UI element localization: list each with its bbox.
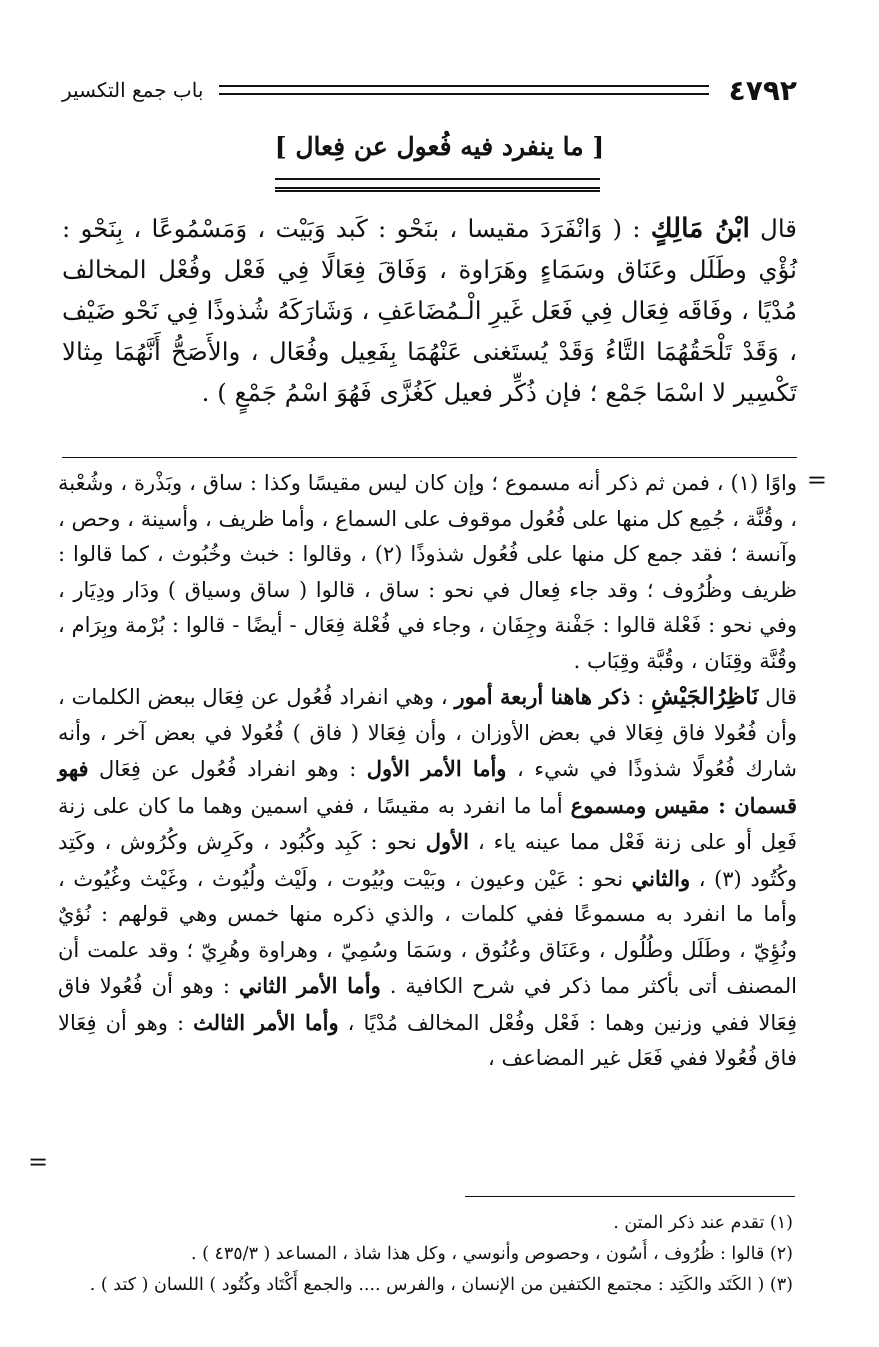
continuation-mark: =	[806, 466, 827, 494]
sharh-text	[58, 466, 797, 1077]
p2-bold-1: ذكر هاهنا أربعة أمور	[454, 684, 631, 709]
p2-bold-4: الأول	[425, 829, 469, 854]
sharh-author-name: نَاظِرُالجَيْشِ	[651, 684, 759, 710]
matn-separator-rule	[62, 457, 797, 458]
footnote-1: (١) تقدم عند ذكر المتن .	[613, 1213, 793, 1233]
footnotes	[62, 1208, 793, 1301]
p2-bold-6: وأما الأمر الثاني	[238, 973, 381, 998]
p2-text-5: نحو : عَيْن وعيون ، وبَيْت وبُيُوت ، ولَيْث ولُيُوث ، وغَيْث وغُيُوث ، وأما ما انفرد به مسموعًا ففي كلمات ، والذي ذكره منها خمس وهي قولهم : نُؤيٌ ونُؤِيّ ، وطَلَل وطُلُول ، وعَنَاق وعُنُوق ، وسَمَا وسُمِيّ ، وهراوة وهُرِيّ ؛ وقد علمت أن المصنف أتى بأكثر مما ذكر في شرح الكافية .	[58, 866, 797, 998]
p2-text-4: نحو : كَبِد وكُبُود ، وكَرِش وكُرُوش ، وكَتِد وكُتُود (٣) ،	[58, 830, 797, 891]
p2-text-1: ، وهي انفراد فُعُول عن فِعَال ببعض الكلمات ، وأن فُعُولا فاق فِعَالا في بعض الأوزان ، وأن فِعَالا ( فاق ) فُعُولا في بعض آخر ، وأنه شارك فُعُولًا شذوذًا في شيء ،	[58, 685, 798, 781]
p2-bold-3: فهو قسمان : مقيس ومسموع	[58, 756, 797, 818]
matn-intro: قال	[749, 214, 797, 243]
p2-intro: قال	[758, 685, 797, 709]
sharh-paragraph-1: واوًا (١) ، فمن ثم ذكر أنه مسموع ؛ وإن كان ليس مقيسًا وكذا : ساق ، وبَذْرة ، وشُعْبة ، وقُنَّة ، جُمِع كل منها على فُعُول موقوف على السماع ، وأما ظريف ، وأسينة ، وحص ، وآنسة ؛ فقد جمع كل منها على فُعُول شذوذًا (٢) ، وقالوا : خبث وخُبُوث ، كما قالوا : ظريف وظُرُوف ؛ وقد جاء فِعال في نحو : ساق ، قالوا ( ساق وسياق ) ودَار ودِيَار ، وفي نحو : فَعْلة قالوا : جَفْنة وجِفَان ، وجاء في فُعْلة فِعَال - أيضًا - قالوا : بُرْمة وبِرَام ، وقُنَّة وقِنَان ، وقُبَّة وقِبَاب .	[58, 471, 797, 673]
author-name: ابْنُ مَالِكٍ	[650, 213, 750, 244]
p2-text-2: : وهو انفراد فُعُول عن فِعَال	[88, 757, 367, 781]
p2-colon: :	[630, 685, 652, 709]
p2-text-3: أما ما انفرد به مقيسًا ، ففي اسمين وهما ما كان على زنة فَعِل أو على زنة فَعْل مما عينه ياء ،	[58, 793, 797, 854]
p2-bold-7: وأما الأمر الثالث	[193, 1009, 339, 1035]
footnote-3: (٣) ( الكَتَد والكَتِد : مجتمع الكتفين من الإنسان ، والفرس .... والجمع أَكْتَاد وكُتُود ) اللسان ( كتد ) .	[89, 1275, 793, 1295]
running-title: باب جمع التكسير	[62, 78, 204, 102]
matn-text	[62, 208, 797, 413]
footnote-2: (٢) قالوا : ظُرُوف ، أُسُون ، وحصوص وأنوسي ، وكل هذا شاذ ، المساعد ( ٤٣٥/٣ ) .	[190, 1244, 793, 1264]
header-rule	[219, 85, 708, 95]
footnote-rule	[465, 1196, 795, 1197]
section-title: [ ما ينفرد فيه فُعول عن فِعال ]	[274, 132, 605, 161]
p2-text-7: : وهو أن فِعَالا فاق فُعُولا ففي فَعَل غير المضاعف ،	[58, 1010, 797, 1070]
p2-bold-5: والثاني	[631, 865, 691, 891]
matn-body: : ( وَانْفَرَدَ مقيسا ، بنَحْو : كَبد وَبَيْت ، وَمَسْمُوعًا ، بِنَحْو : نُؤْي وطَلَل وعَنَاق وسَمَاءٍ وهَرَاوة ، وَفَاقَ فِعَالًا فِي فَعْل وفُعْل المخالف مُدْيًا ، وفَاقَه فِعَال فِي فَعَل غَيرِ الْـمُضَاعَفِ ، وَشَارَكَهُ شُذوذًا فِي نَحْو ضَيْف ، وَقَدْ تَلْحَقُهُمَا التَّاءُ وَقَدْ يُستَغنى عَنْهُمَا بِفَعِيل وفُعَال ، والأَصَحُّ أَنَّهُمَا مِثالا تَكْسِير لا اسْمَا جَمْع ؛ فإن ذُكِّر فعيل كَغُزَّى فَهُوَ اسْمُ جَمْعٍ ) .	[62, 214, 797, 407]
end-continuation-mark: =	[28, 1148, 49, 1176]
title-rule-lower	[275, 190, 600, 192]
sharh-paragraph-2	[58, 679, 797, 1077]
page-header	[62, 70, 797, 110]
page-number: ٤٧٩٢	[728, 73, 797, 107]
title-rule	[275, 178, 600, 189]
p2-bold-2: وأما الأمر الأول	[366, 756, 507, 781]
p2-text-6: : وهو أن فُعُولا فاق فِعَالا ففي وزنين وهما : فَعْل وفُعْل المخالف مُدْيًا ،	[58, 974, 797, 1035]
